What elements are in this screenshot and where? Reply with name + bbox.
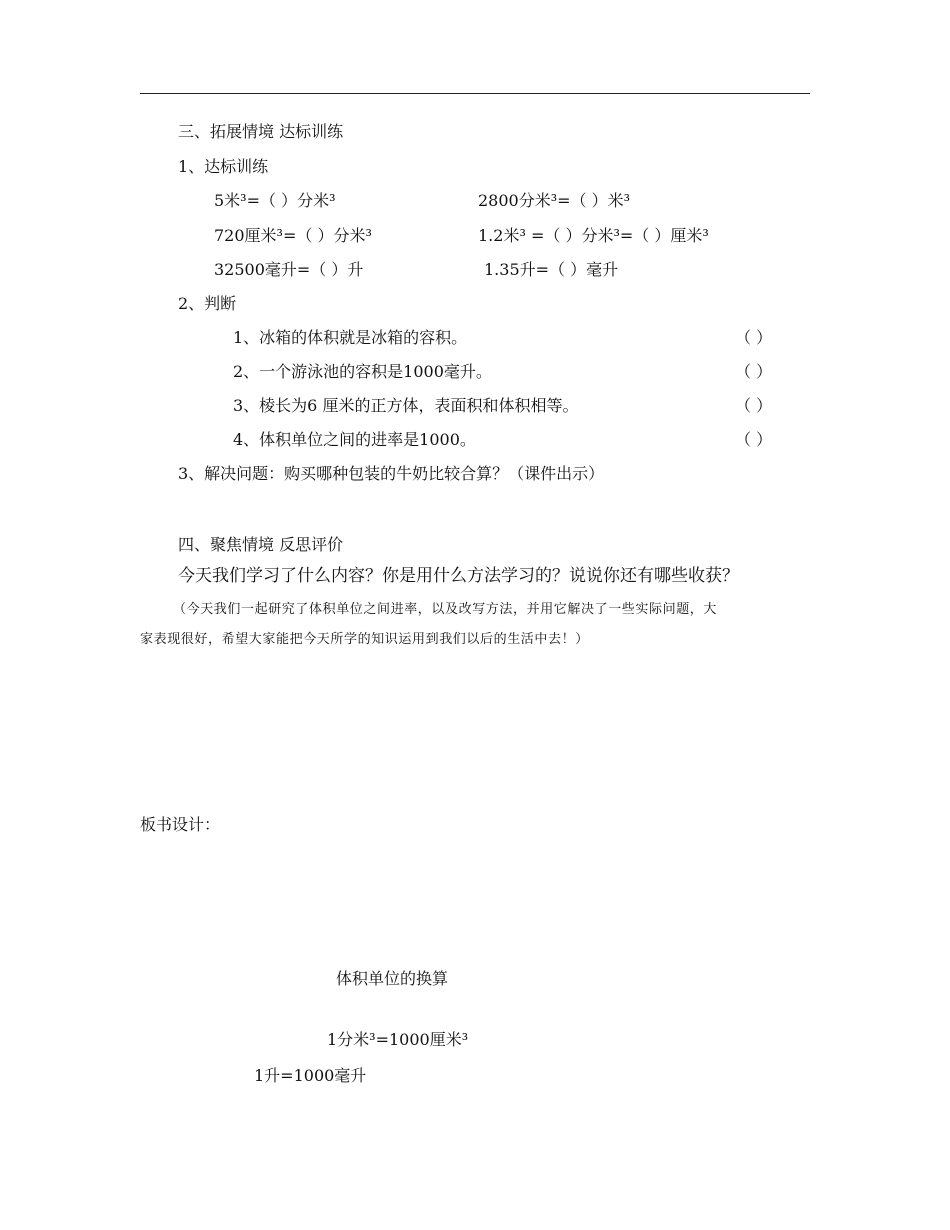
judge-blank-2: （ ） (735, 362, 773, 381)
header-rule (140, 93, 810, 94)
exercise-1: 5米³=（ ）分米³ (214, 191, 336, 210)
board-design-label: 板书设计： (140, 815, 221, 834)
judge-item-1: 1、冰箱的体积就是冰箱的容积。 (233, 328, 468, 347)
exercise-4: 1.2米³ =（ ）分米³=（ ）厘米³ (478, 226, 709, 245)
sub3-title: 3、解决问题：购买哪种包装的牛奶比较合算？（课件出示） (178, 464, 605, 483)
judge-item-4: 4、体积单位之间的进率是1000。 (233, 430, 476, 449)
exercise-5: 32500毫升=（ ）升 (214, 260, 364, 279)
teacher-note-line1: （今天我们一起研究了体积单位之间进率，以及改写方法，并用它解决了一些实际问题，大 (173, 602, 718, 617)
reflection-question: 今天我们学习了什么内容？你是用什么方法学习的？说说你还有哪些收获？ (178, 566, 739, 586)
judge-item-2: 2、一个游泳池的容积是1000毫升。 (233, 362, 492, 381)
judge-blank-3: （ ） (735, 396, 773, 415)
judge-blank-1: （ ） (735, 328, 773, 347)
board-formula-capacity: 1升=1000毫升 (254, 1066, 367, 1085)
exercise-2: 2800分米³=（ ）米³ (478, 191, 631, 210)
board-formula-volume: 1分米³=1000厘米³ (327, 1030, 469, 1049)
judge-item-3: 3、棱长为6 厘米的正方体，表面积和体积相等。 (233, 396, 579, 415)
teacher-note-line2: 家表现很好，希望大家能把今天所学的知识运用到我们以后的生活中去！） (140, 632, 589, 647)
sub2-title: 2、判断 (178, 294, 237, 313)
sub1-title: 1、达标训练 (178, 157, 269, 176)
exercise-3: 720厘米³=（ ）分米³ (214, 226, 372, 245)
exercise-6: 1.35升=（ ）毫升 (484, 260, 619, 279)
section3-heading: 三、拓展情境 达标训练 (178, 122, 344, 141)
board-title: 体积单位的换算 (336, 969, 449, 988)
section4-heading: 四、聚焦情境 反思评价 (178, 535, 344, 554)
judge-blank-4: （ ） (735, 430, 773, 449)
